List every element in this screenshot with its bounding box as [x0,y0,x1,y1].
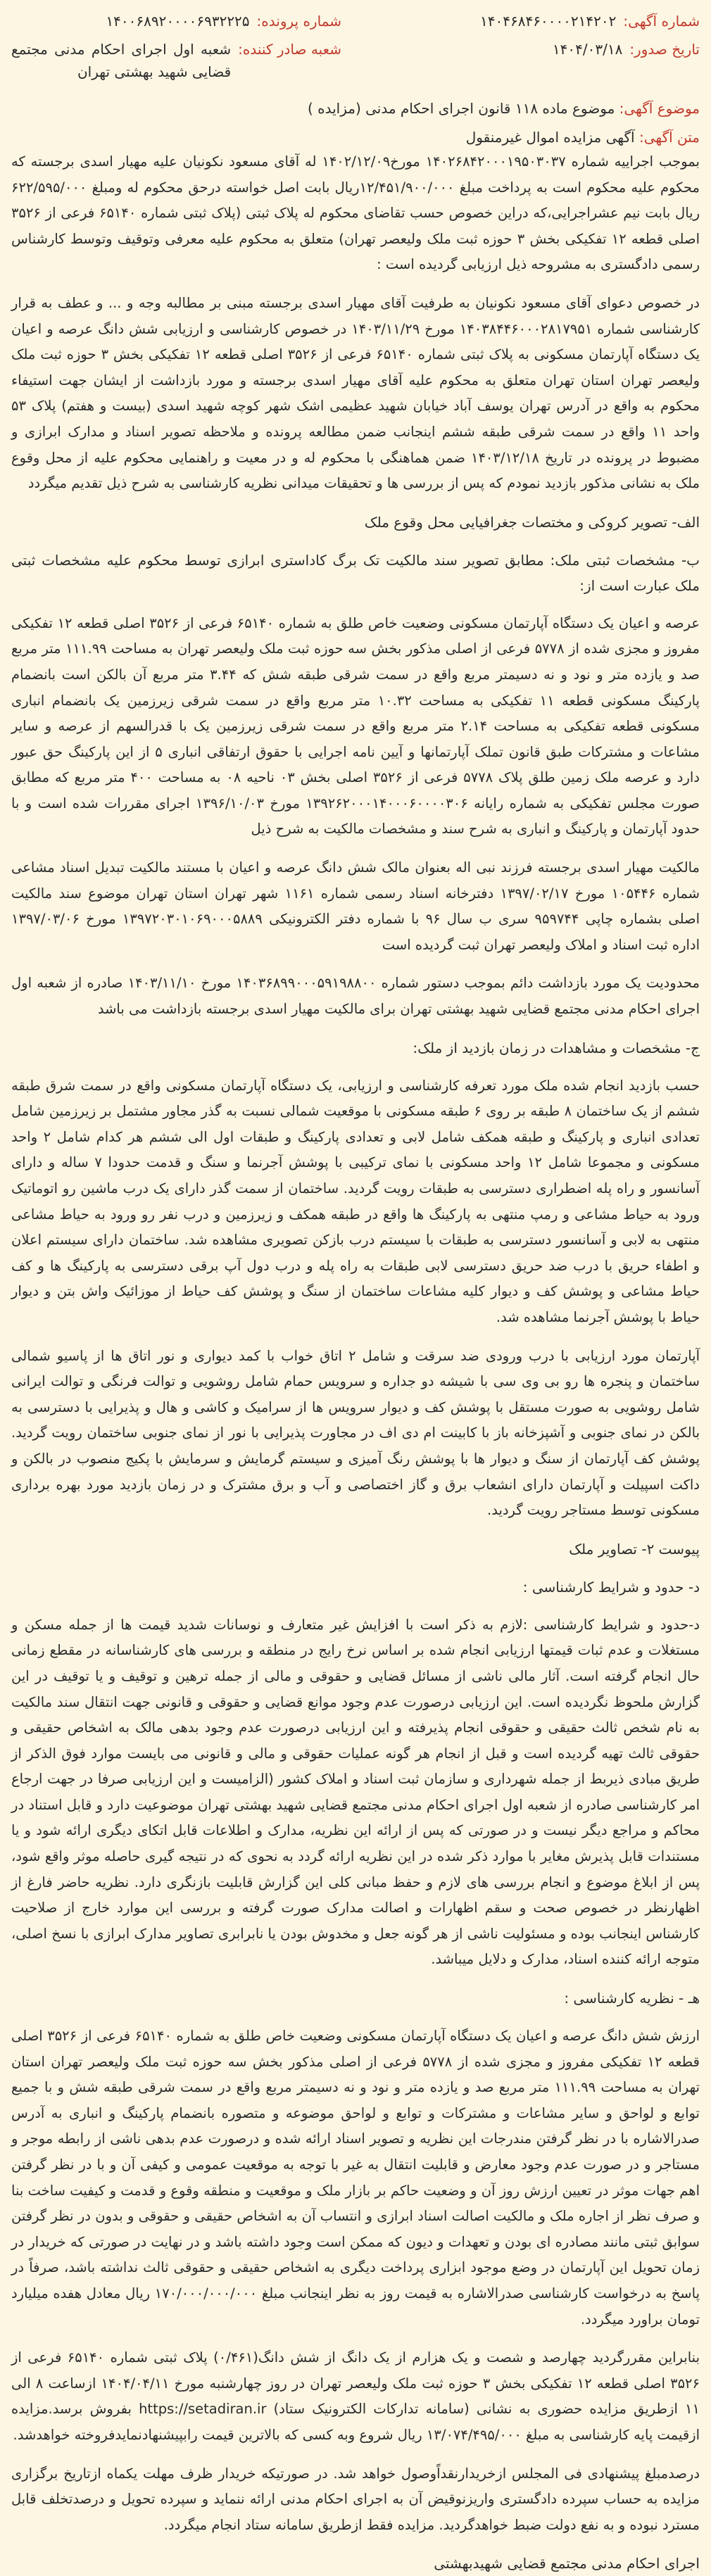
case-number: ۱۴۰۰۶۸۹۲۰۰۰۰۶۹۳۲۲۲۵ [106,13,250,30]
heading-appendix: پیوست ۲- تصاویر ملک [569,1540,700,1558]
valuation-paragraph: ارزش شش دانگ عرصه و اعیان یک دستگاه آپارتمان مسکونی وضعیت خاص طلق به شماره ۶۵۱۴۰ فرعی از ۳۵۲۶ اصلی قطعه ۱۲ تفکیکی مفروز و مجزی شده از ۵۷۷۸ فرعی از اصلی مذکور بخش سه حوزه ثبت ملک ولیعصر تهران استان تهران به مساحت ۱۱۱.۹۹ متر مربع صد و یازده متر و نود و نه دسیمتر مربع واقع در سمت شرقی طبقه شش و با جمیع توابع و لواحق و سایر مشاعات و مشترکات و توابع و لواحق موضوعه و متصوره بانضمام پارکینگ و انباری به آدرس صدرالاشاره با در نظر گرفتن مندرجات این نظریه و تصویر اسناد ارائه شده و درصورت عدم بدهی ناشی از رابطه موجر و مستاجر و در صورت عدم وجود معارض و قابلیت انتقال به غیر با توجه به موقعیت عمومی و کیفی آن و با در نظر گرفتن اهم جهات موثر در تعیین ارزش روز آن و وضعیت حاکم بر بازار ملک و موقعیت و منطقه وقوع و قدمت و کیفیت ساخت بنا و صرف نظر از اجاره ملک و مالکیت اصالت اسناد ابرازی و انتساب آن به اشخاص حقیقی و حقوقی و بدون در نظر گرفتن سوابق ثبتی مانند مصادره ای بودن و تعهدات و دیون که ممکن است وجود داشته باشد و در نهایت در صورتی که خریدار در زمان تحویل این آپارتمان در وضع موجود ابزاری پرداخت دیگری به اشخاص حقیقی و حقوقی ثالث نداشته باشد، صرفاً در پاسخ به درخواست کارشناسی صدرالاشاره به قیمت روز به نظر اینجانب مبلغ ۱۷۰/۰۰۰/۰۰۰/۰۰۰ ریال معادل هفده میلیارد تومان براورد میگردد. [11,2028,700,2328]
ad-number-label: شماره آگهی: [623,13,700,30]
building-paragraph: حسب بازدید انجام شده ملک مورد تعرفه کارشناسی و ارزیابی، یک دستگاه آپارتمان مسکونی واقع در سمت شرق طبقه ششم از یک ساختمان ۸ طبقه بر روی ۶ طبقه مسکونی با موقعیت شمالی نسبت به گذر مجاور مشتمل بر زیرزمین شامل تعدادی انباری و پارکینگ و طبقه همکف شامل لابی و تعدادی پارکینگ و طبقات اول الی ششم هر کدام شامل ۲ واحد مسکونی و مجموعا شامل ۱۲ واحد مسکونی با نمای ترکیبی با پوشش آجرنما و سنگ و قدمت حدودا ۷ ساله و دارای آسانسور و راه پله اضطراری دسترسی به طبقات رویت گردید. ساختمان از سمت گذر دارای یک درب ماشین رو اتوماتیک ورود به حیاط مشاعی و رمپ منتهی به پارکینگ ها واقع در طبقه همکف و زیرزمین و درب نفر رو ورود به حیاط مشاعی منتهی به لابی و آسانسور دسترسی به طبقات با سیستم درب بازکن تصویری مشاهده شد. ساختمان دارای سیستم اعلان و اطفاء حریق با درب ضد حریق دسترسی لابی طبقات به راه پله و درب دول آپ برقی دسترسی به پارکینگ ها و کف حیاط مشاعی و پوشش کف و دیوار کلیه مشاعات ساختمان از سنگ و پوشش کف حیاط از موزائیک واش بتن و دیوار حیاط با پوشش آجرنما مشاهده شد. [11,1077,700,1325]
subject-value: موضوع ماده ۱۱۸ قانون اجرای احکام مدنی (مزایده ) [307,100,615,117]
expert-order-paragraph: در خصوص دعوای آقای مسعود نکونیان به طرفیت آقای مهیار اسدی برجسته مبنی بر مطالبه وجه و ... و عطف به قرار کارشناسی شماره ۱۴۰۳۸۴۴۶۰۰۰۲۸۱۷۹۵۱ مورخ ۱۴۰۳/۱۱/۲۹ در خصوص کارشناسی و ارزیابی شش دانگ عرصه و اعیان یک دستگاه آپارتمان مسکونی به پلاک ثبتی شماره ۶۵۱۴۰ فرعی از ۳۵۲۶ اصلی قطعه ۱۲ تفکیکی بخش ۳ حوزه ثبت ملک ولیعصر تهران استان تهران متعلق به محکوم علیه آقای مهیار اسدی برجسته و مورد بازداشت از ایشان جهت استیفاء محکوم به واقع در آدرس تهران یوسف آباد خیابان شهید عظیمی اشک شهر کوچه شهید اسدی (بیست و هفتم) پلاک ۵۳ واحد ۱۱ واقع در سمت شرقی طبقه ششم اینجانب ضمن مطالعه پرونده و ملاحظه تصویر اسناد و مدارک ابرازی و مضبوط در پرونده در تاریخ ۱۴۰۳/۱۲/۱۸ ضمن هماهنگی با محکوم له و در معیت و راهنمایی محکوم علیه از محل وقوع ملک به نشانی مذکور بازدید نمودم که پس از بررسی ها و تحقیقات میدانی نظریه کارشناسی به شرح ذیل تقدیم میگردد [11,294,700,492]
deposit-paragraph: درصدمبلغ پیشنهادی فی المجلس ازخریدارنقداًوصول خواهد شد. در صورتیکه خریدار ظرف مهلت یکماه ازتاریخ برگزاری مزایده به حساب سپرده دادگستری واریزنوقیض آن به اجرای احکام مدنی ارائه ننماید و سپرده تحویل و درصدتخلف قابل مسترد نبوده و به نفع دولت ضبط خواهدگردید. مزایده فقط ازطریق سامانه ستاد انجام میگردد. [11,2465,700,2533]
heading-a: الف- تصویر کروکی و مختصات جغرافیایی محل وقوع ملک [364,513,700,531]
heading-b: ب- مشخصات ثبتی ملک: مطابق تصویر سند مالکیت تک برگ کاداستری ابرازی توسط محکوم علیه مشخصات ثبتی ملک عبارت است از: [11,551,700,594]
heading-d: د- حدود و شرایط کارشناسی : [522,1578,700,1596]
heading-c: ج- مشخصات و مشاهدات در زمان بازدید از ملک: [413,1039,700,1056]
text-label: متن آگهی: [638,129,700,146]
ad-number-row [370,10,700,32]
property-spec-paragraph: عرصه و اعیان یک دستگاه آپارتمان مسکونی وضعیت خاص طلق به شماره ۶۵۱۴۰ فرعی از ۳۵۲۶ اصلی قطعه ۱۲ تفکیکی مفروز و مجزی شده از ۵۷۷۸ فرعی از اصلی مذکور بخش سه حوزه ثبت ملک ولیعصر تهران به مساحت ۱۱۱.۹۹ متر مربع صد و یازده متر و نود و نه دسیمتر مربع واقع در سمت شرقی طبقه شش که ۳.۴۴ متر مربع آن بالکن است بانضمام پارکینگ مسکونی قطعه ۱۱ تفکیکی به مساحت ۱۰.۳۲ متر مربع واقع در سمت شرقی زیرزمین یک بانضمام انباری مسکونی قطعه تفکیکی به مساحت ۲.۱۴ متر مربع واقع در سمت شرقی زیرزمین یک با قدرالسهم از عرصه و سایر مشاعات و مشترکات طبق قانون تملک آپارتمانها و آیین نامه اجرایی با حقوق ارتفاقی انباری ۵ از این پارکینگ حق عبور دارد و عرصه ملک زمین طلق پلاک ۵۷۷۸ فرعی از ۳۵۲۶ اصلی بخش ۰۳ ناحیه ۰۸ به مساحت ۴۰۰ متر مربع که مطابق صورت مجلس تفکیکی به شماره رایانه ۱۳۹۲۶۲۰۰۰۱۴۰۰۰۶۰۰۰۰۳۰۶ مورخ ۱۳۹۶/۱۰/۰۳ اجرای مقررات شده است و با حدود آپارتمان و پارکینگ و انباری به شرح سند و مشخصات مالکیت به شرح ذیل [11,614,700,838]
auction-paragraph: بنابراین مقررگردید چهارصد و شصت و یک هزارم از یک دانگ از شش دانگ(۰/۴۶۱) پلاک ثبتی شماره ۶۵۱۴۰ فرعی از ۳۵۲۶ اصلی قطعه ۱۲ تفکیکی بخش ۳ حوزه ثبت ملک ولیعصر تهران در روز چهارشنبه مورخ ۱۴۰۴/۰۴/۱۱ ازساعت ۸ الی ۱۱ ازطریق مزایده حضوری به نشانی (سامانه تدارکات الکترونیک ستاد) https://setadiran.ir بفروش برسد.مزایده ازقیمت پایه کارشناسی به مبلغ ۱۳/۰۷۴/۴۹۵/۰۰۰ ریال شروع وبه کسی که بالاترین قیمت رابپیشنهادنمایدفروخته خواهدشد. [11,2349,700,2443]
issuer-label: شعبه صادر کننده: [238,41,341,58]
ad-text-title [11,125,700,149]
subject-label: موضوع آگهی: [619,100,700,117]
case-number-row [11,10,341,32]
ad-number: ۱۴۰۴۶۸۴۶۰۰۰۰۲۱۴۲۰۲ [480,13,617,30]
heading-e: هـ - نظریه کارشناسی : [564,1990,700,2007]
ownership-paragraph: مالکیت مهیار اسدی برجسته فرزند نبی اله بعنوان مالک شش دانگ عرصه و اعیان با مستند مالکیت تبدیل اسناد مشاعی شماره ۱۰۵۴۴۶ مورخ ۱۳۹۷/۰۲/۱۷ دفترخانه اسناد رسمی شماره ۱۱۶۱ شهر تهران استان تهران موضوع سند مالکیت اصلی بشماره چاپی ۹۵۹۷۴۴ سری ب سال ۹۶ با شماره دفتر الکترونیکی ۱۳۹۷۲۰۳۰۱۰۶۹۰۰۰۵۸۸۹ مورخ ۱۳۹۷/۰۳/۰۶ اداره ثبت اسناد و املاک ولیعصر تهران ثبت گردیده است [11,859,700,953]
text-value: آگهی مزایده اموال غیرمنقول [465,129,635,146]
signature-line: اجرای احکام مدنی مجتمع قضایی شهیدبهشتی [434,2555,700,2572]
restriction-paragraph: محدودیت یک مورد بازداشت دائم بموجب دستور شماره ۱۴۰۳۶۸۹۹۰۰۰۵۹۱۹۸۸۰۰ مورخ ۱۴۰۳/۱۱/۱۰ صادره از شعبه اول اجرای احکام مدنی مجتمع قضایی شهید بهشتی تهران برای مالکیت مهیار اسدی برجسته بازداشت می باشد [11,975,700,1018]
issuer-row [11,38,341,83]
issue-date-row [370,38,700,83]
issuer: شعبه اول اجرای احکام مدنی مجتمع قضایی شهید بهشتی تهران [11,41,232,80]
intro-paragraph: بموجب اجراییه شماره ۱۴۰۲۶۸۴۲۰۰۰۱۹۵۰۳۰۳۷ مورخ۱۴۰۲/۱۲/۰۹ له آقای مسعود نکونیان علیه مهیار اسدی برجسته که محکوم علیه محکوم است به پرداخت مبلغ ۱۲/۴۵۱/۹۰۰/۰۰۰ریال بابت اصل خواسته درحق محکوم له ومبلغ ۶۲۲/۵۹۵/۰۰۰ ریال بابت نیم عشراجرایی،که دراین خصوص حسب تقاضای محکوم له پلاک ثبتی (پلاک ثبتی شماره ۶۵۱۴۰ فرعی از ۳۵۲۶ اصلی قطعه ۱۲ تفکیکی بخش ۳ حوزه ثبت ملک ولیعصر تهران) متعلق به محکوم علیه معرفی وتوقیف وتوسط کارشناس رسمی دادگستری به مشروحه ذیل ارزیابی گردیده است : [11,153,700,273]
case-number-label: شماره پرونده: [256,13,341,30]
conditions-paragraph: د-حدود و شرایط کارشناسی :لازم به ذکر است با افزایش غیر متعارف و نوسانات شدید قیمت ها از جمله مسکن و مستغلات و عدم ثبات قیمتها ارزیابی انجام شده بر اساس نرخ رایج در منطقه و بررسی های کارشناسانه در مقطع زمانی حال انجام گرفته است. آثار مالی ناشی از مسائل قضایی و حقوقی و مالی از جمله ترهین و توقیف و یا توقیف در این گزارش ملحوظ نگردیده است. این ارزیابی درصورت عدم وجود موانع قضایی و حقوقی و قانونی جهت انتقال سند مالکیت به نام شخص ثالث حقیقی و حقوقی انجام پذیرفته و این ارزیابی درصورت عدم وجود بدهی مالک به اشخاص حقیقی و حقوقی ثالث تهیه گردیده است و قبل از انجام هر گونه عملیات حقوقی و مالی و قانونی می بایست موارد فوق الذکر از طریق مبادی ذیربط از جمله شهرداری و سازمان ثبت اسناد و املاک کشور (الزامیست و این ارزیابی صرفا در جهت ارجاع امر کارشناسی صادره از شعبه اول اجرای احکام مدنی مجتمع قضایی شهید بهشتی تهران موضوعیت دارد و قابل استناد در محاکم و مراجع دیگر نیست و در صورتی که پس از ارائه این نظریه، مدارک و اطلاعات قابل اتکای دیگری ارائه شود و یا مستندات قابل پذیرش مغایر با موارد ذکر شده در این نظریه ارائه گردد به نحوی که در نتیجه گیری حاصله موثر واقع شود، پس از ابلاغ موضوع و انجام بررسی های لازم و حفظ مبانی کلی این گزارش قابلیت بازنگری دارد. نظریه حاضر فارغ از اظهارنظر در خصوص صحت و سقم اظهارات و اصالت مدارک صورت گرفته و بررسی این موارد خارج از صلاحیت کارشناس اینجانب بوده و مسئولیت ناشی از هر گونه جعل و مخدوش بودن یا نابرابری تصاویر مدارک ابرازی با نسخ اصلی، متوجه ارائه کننده اسناد، مدارک و دلایل میباشد. [11,1616,700,1968]
apartment-paragraph: آپارتمان مورد ارزیابی با درب ورودی ضد سرقت و شامل ۲ اتاق خواب با کمد دیواری و نور اتاق ها از پاسیو شمالی ساختمان و پنجره ها رو بی وی سی با شیشه دو جداره و سرویس حمام شامل روشویی و توالت فرنگی و توالت ایرانی شامل روشویی به صورت مستقل با پوشش کف و دیوار سرویس ها از سرامیک و کاشی و هال و پذیرایی با دسترسی به بالکن در نمای جنوبی و آشپزخانه باز با کابینت ام دی اف در مجاورت پذیرایی با نور از نمای جنوبی ساختمان رویت گردید. پوشش کف آپارتمان از سنگ و دیوار ها با پوشش رنگ آمیزی و سیستم گرمایش و سرمایش با پکیج منصوب در بالکن و داکت اسپیلت و آپارتمان دارای انشعاب برق و گاز اختصاصی و آب و برق مشترک و در زمان بازدید مورد بهره برداری مسکونی توسط مستاجر رویت گردید. [11,1347,700,1519]
ad-subject [11,96,700,121]
issue-date: ۱۴۰۴/۰۳/۱۸ [552,41,623,58]
ad-header [11,10,700,83]
issue-date-label: تاریخ صدور: [629,41,700,58]
